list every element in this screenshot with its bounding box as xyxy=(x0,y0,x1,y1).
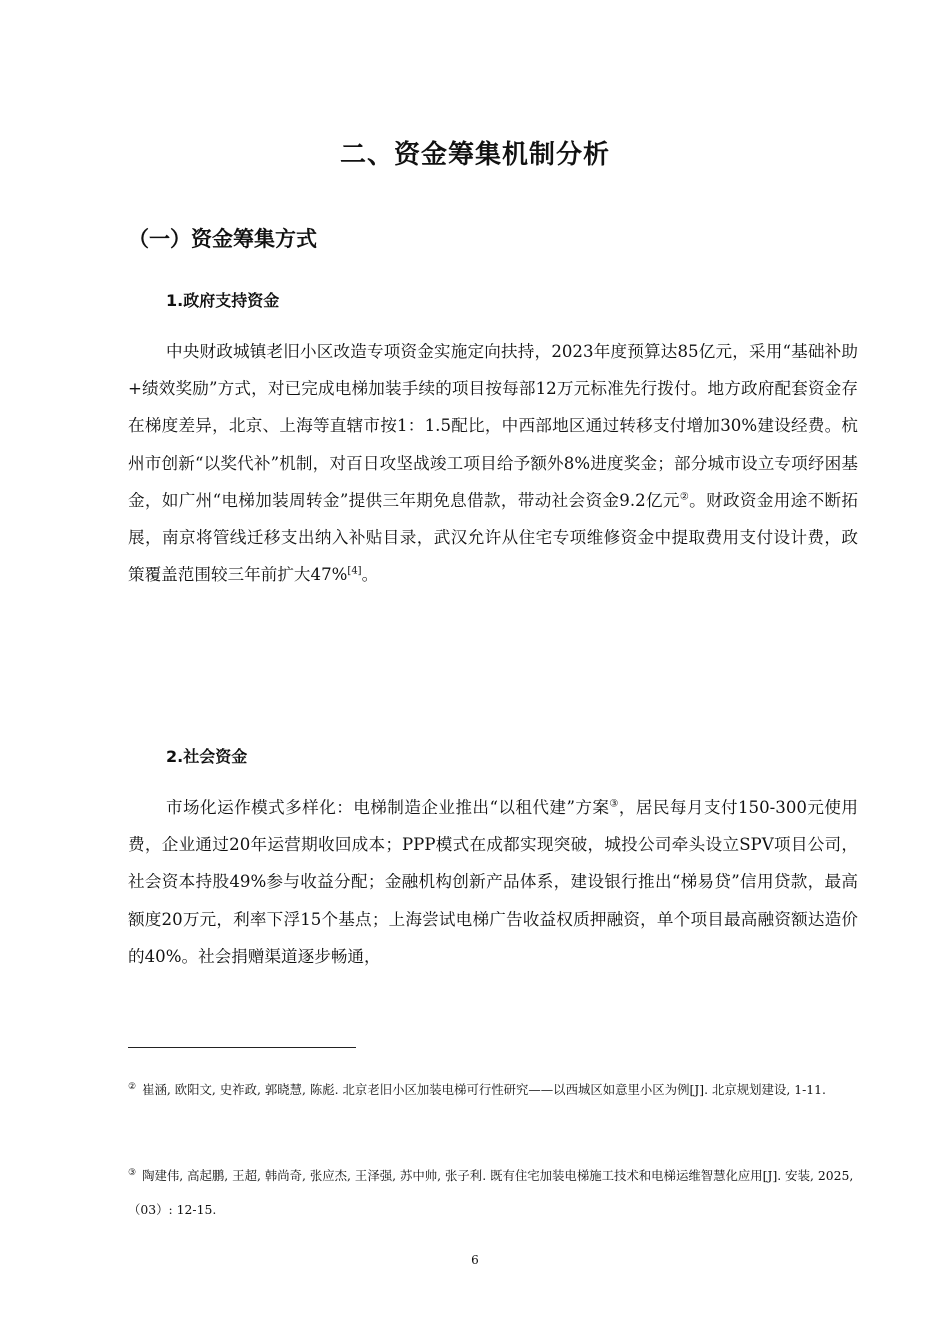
citation-reference[interactable]: [4] xyxy=(347,565,362,577)
paragraph-text: 。 xyxy=(361,565,379,585)
section-title: （一）资金筹集方式 xyxy=(128,227,317,251)
footnote-item xyxy=(128,1073,858,1107)
footnote-mark: ③ xyxy=(128,1167,137,1178)
footnote-reference[interactable]: ② xyxy=(679,491,690,503)
paragraph-government-funds xyxy=(128,333,858,593)
footnote-text: 崔涵, 欧阳文, 史祚政, 郭晓慧, 陈彪. 北京老旧小区加装电梯可行性研究——以西城区如意里小区为例[J]. 北京规划建设, 1-11. xyxy=(142,1082,826,1097)
footnote-reference[interactable]: ③ xyxy=(609,798,619,810)
footnote-divider xyxy=(128,1047,356,1048)
paragraph-text: 市场化运作模式多样化：电梯制造企业推出“以租代建”方案 xyxy=(166,798,610,817)
paragraph-social-funds xyxy=(128,789,858,975)
footnote-item xyxy=(128,1159,858,1227)
chapter-title: 二、资金筹集机制分析 xyxy=(339,140,610,170)
paragraph-text: 中央财政城镇老旧小区改造专项资金实施定向扶持，2023年度预算达85亿元，采用“基础补助+绩效奖励”方式，对已完成电梯加装手续的项目按每部12万元标准先行拨付。地方政府配套资金存在梯度差异，北京、上海等直辖市按1：1.5配比，中西部地区通过转移支付增加30%建设经费。杭州市创新“以奖代补”机制，对百日攻坚战竣工项目给予额外8%进度奖金；部分城市设立专项纾困基金，如广州“电梯加装周转金”提供三年期免息借款，带动社会资金9.2亿元 xyxy=(128,342,858,510)
subsection-title-government-funds: 1.政府支持资金 xyxy=(166,291,280,310)
footnote-mark: ② xyxy=(128,1081,137,1092)
page-number: 6 xyxy=(471,1253,479,1267)
paragraph-text: ，居民每月支付150-300元使用费，企业通过20年运营期收回成本；PPP模式在成都实现突破，城投公司牵头设立SPV项目公司，社会资本持股49%参与收益分配；金融机构创新产品体系，建设银行推出“梯易贷”信用贷款，最高额度20万元，利率下浮15个基点；上海尝试电梯广告收益权质押融资，单个项目最高融资额达造价的40%。社会捐赠渠道逐步畅通， xyxy=(128,798,859,966)
footnote-text: 陶建伟, 高起鹏, 王超, 韩尚奇, 张应杰, 王泽强, 苏中帅, 张子利. 既有住宅加装电梯施工技术和电梯运维智慧化应用[J]. 安装, 2025, （03）: 12-15. xyxy=(128,1168,854,1217)
paragraph-text: 。财政资金用途不断拓展，南京将管线迁移支出纳入补贴目录，武汉允许从住宅专项维修资金中提取费用支付设计费，政策覆盖范围较三年前扩大47% xyxy=(128,490,859,585)
subsection-title-social-funds: 2.社会资金 xyxy=(166,747,248,766)
